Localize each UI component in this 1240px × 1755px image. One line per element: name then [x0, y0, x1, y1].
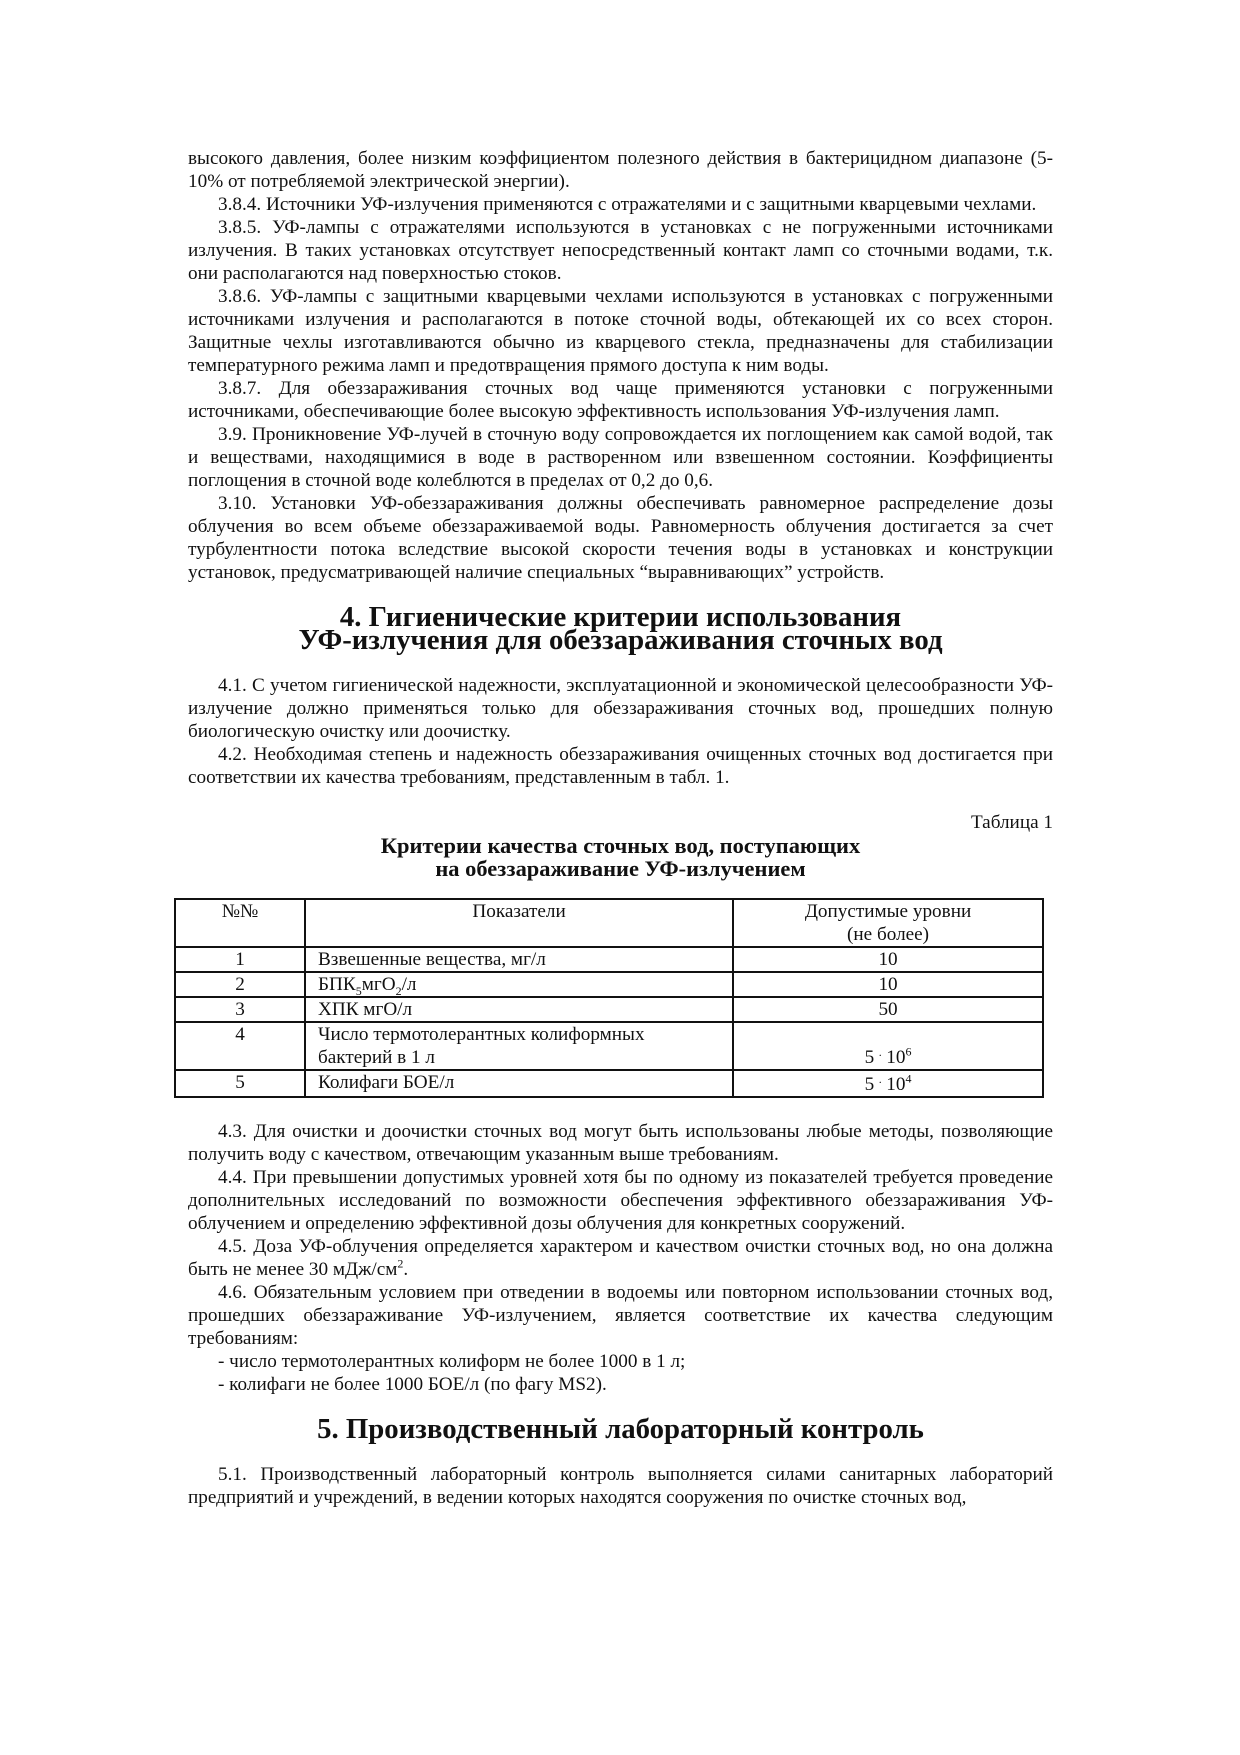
row-number: 5: [175, 1070, 305, 1097]
paragraph-3-8-5: 3.8.5. УФ-лампы с отражателями используются в установках с не погруженными источниками излучения. В таких установках отсутствует непосредственный контакт ламп со сточными водами, т.к. они располагаются над поверхностью стоков.: [188, 217, 1053, 284]
row-number: 4: [175, 1022, 305, 1070]
document-page: [188, 147, 1053, 1509]
header-indicator: Показатели: [305, 899, 733, 947]
indicator-line1: Число термотолерантных колиформных: [318, 1024, 645, 1045]
criteria-table: [174, 898, 1044, 1098]
level-exponent: 4: [905, 1071, 912, 1086]
paragraph-continuation: высокого давления, более низким коэффициентом полезного действия в бактерицидном диапазоне (5-10% от потребляемой электрической энергии).: [188, 148, 1053, 192]
header-level-line1: Допустимые уровни: [804, 901, 972, 922]
table-title-line1: Критерии качества сточных вод, поступающих: [380, 833, 861, 858]
paragraph-3-8-7: 3.8.7. Для обеззараживания сточных вод чаще применяются установки с погруженными источниками, обеспечивающие более высокую эффективность использования УФ-излучения ламп.: [188, 378, 1053, 422]
indicator-text: БПК: [318, 974, 356, 995]
row-level: [733, 1022, 1043, 1070]
row-indicator: [305, 972, 733, 997]
table-row: [175, 1070, 1043, 1097]
level-power-base: 10: [886, 1074, 906, 1095]
requirement-item: - колифаги не более 1000 БОЕ/л (по фагу MS2).: [218, 1374, 607, 1395]
level-base: 5: [864, 1074, 875, 1095]
paragraph-5-1: 5.1. Производственный лабораторный контроль выполняется силами санитарных лабораторий предприятий и учреждений, в ведении которых находятся сооружения по очистке сточных вод,: [188, 1464, 1053, 1508]
row-indicator: [305, 1022, 733, 1070]
paragraph-3-10: 3.10. Установки УФ-обеззараживания должны обеспечивать равномерное распределение дозы облучения во всем объеме обеззараживаемой воды. Равномерность облучения достигается за счет турбулентности потока вследствие высокой скорости течения воды в установках и конструкции установок, предусматривающей наличие специальных “выравнивающих” устройств.: [188, 493, 1053, 583]
paragraph-4-4: 4.4. При превышении допустимых уровней хотя бы по одному из показателей требуется проведение дополнительных исследований по возможности обеспечения эффективного обеззараживания УФ-облучением и определению эффективной дозы облучения для конкретных сооружений.: [188, 1167, 1053, 1234]
row-indicator: Взвешенные вещества, мг/л: [305, 947, 733, 972]
multiply-dot: ·: [878, 1048, 883, 1062]
indicator-text: мгО: [361, 974, 396, 995]
table-title: [188, 834, 1053, 880]
paragraph-4-3: 4.3. Для очистки и доочистки сточных вод могут быть использованы любые методы, позволяющие получить воду с качеством, отвечающим указанным выше требованиям.: [188, 1121, 1053, 1165]
paragraph-4-5: [188, 1235, 1053, 1281]
row-number: 1: [175, 947, 305, 972]
row-indicator: Колифаги БОЕ/л: [305, 1070, 733, 1097]
level-exponent: 6: [905, 1044, 912, 1059]
table-row: [175, 972, 1043, 997]
section-4-heading-line1: 4. Гигиенические критерии использования: [339, 601, 902, 633]
paragraph-4-5-text: 4.5. Доза УФ-облучения определяется характером и качеством очистки сточных вод, но она должна быть не менее 30 мДж/см: [188, 1236, 1053, 1280]
table-row: [175, 947, 1043, 972]
header-level: [733, 899, 1043, 947]
table-title-line2: на обеззараживание УФ-излучением: [435, 856, 806, 881]
row-level: 50: [733, 997, 1043, 1022]
row-indicator: ХПК мгО/л: [305, 997, 733, 1022]
header-number: №№: [175, 899, 305, 947]
paragraph-4-6: 4.6. Обязательным условием при отведении в водоемы или повторном использовании сточных вод, прошедших обеззараживание УФ-излучением, является соответствие их качества следующим требованиям:: [188, 1282, 1053, 1349]
paragraph-3-8-6: 3.8.6. УФ-лампы с защитными кварцевыми чехлами используются в установках с погруженными источниками излучения и располагаются в потоке сточной воды, обтекающей их со всех сторон. Защитные чехлы изготавливаются обычно из кварцевого стекла, предназначены для стабилизации температурного режима ламп и предотвращения прямого доступа к ним воды.: [188, 286, 1053, 376]
row-level: 10: [733, 972, 1043, 997]
indicator-text: /л: [401, 974, 417, 995]
section-4-heading: [188, 601, 1053, 656]
table-row: [175, 997, 1043, 1022]
paragraph-3-8-4: 3.8.4. Источники УФ-излучения применяются с отражателями и с защитными кварцевыми чехлами.: [218, 194, 1037, 215]
row-level: 10: [733, 947, 1043, 972]
superscript: 2: [397, 1256, 404, 1271]
paragraph-3-9: 3.9. Проникновение УФ-лучей в сточную воду сопровождается их поглощением как самой водой, так и веществами, находящимися в воде в растворенном или взвешенном состоянии. Коэффициенты поглощения в сточной воде колеблются в пределах от 0,2 до 0,6.: [188, 424, 1053, 491]
subscript: 5: [355, 983, 362, 998]
multiply-dot: ·: [878, 1075, 883, 1089]
subscript: 2: [395, 983, 402, 998]
paragraph-4-5-end: .: [403, 1259, 409, 1280]
table-row: [175, 1022, 1043, 1070]
header-level-line2: (не более): [847, 924, 930, 945]
row-number: 3: [175, 997, 305, 1022]
row-level: [733, 1070, 1043, 1097]
indicator-line2: бактерий в 1 л: [318, 1047, 435, 1068]
paragraph-4-1: 4.1. С учетом гигиенической надежности, эксплуатационной и экономической целесообразности УФ-излучение должно применяться только для обеззараживания сточных вод, прошедших полную биологическую очистку или доочистку.: [188, 675, 1053, 742]
section-5-heading: 5. Производственный лабораторный контроль: [317, 1413, 924, 1445]
level-base: 5: [864, 1047, 875, 1068]
table-label: Таблица 1: [970, 812, 1053, 833]
row-number: 2: [175, 972, 305, 997]
section-4-heading-line2: УФ-излучения для обеззараживания сточных вод: [298, 624, 943, 656]
table-header-row: [175, 899, 1043, 947]
paragraph-4-2: 4.2. Необходимая степень и надежность обеззараживания очищенных сточных вод достигается при соответствии их качества требованиям, представленным в табл. 1.: [188, 744, 1053, 788]
level-power-base: 10: [886, 1047, 906, 1068]
requirement-item: - число термотолерантных колиформ не более 1000 в 1 л;: [218, 1351, 686, 1372]
